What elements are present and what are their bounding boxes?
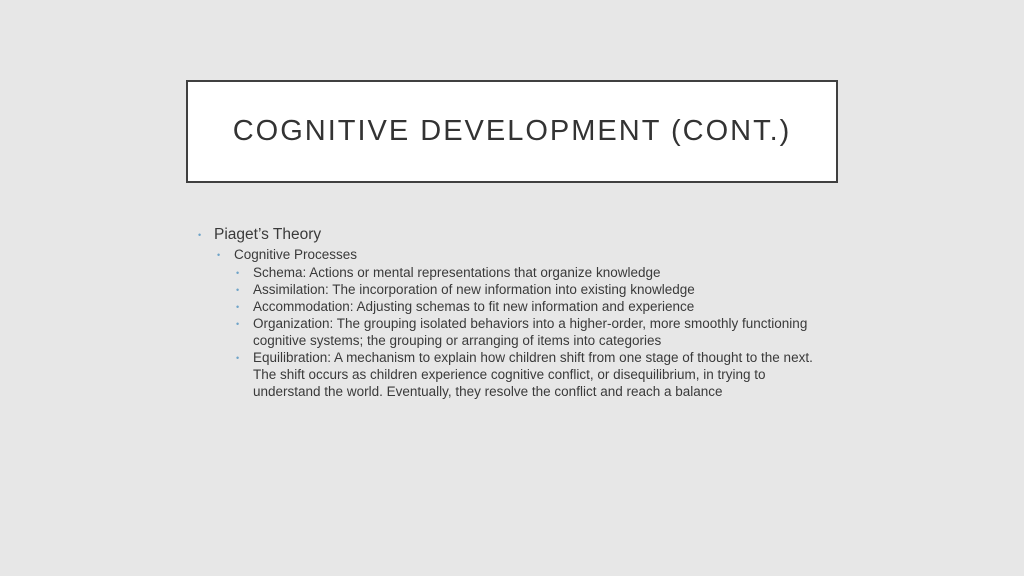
bullet-equilibration-text: Equilibration: A mechanism to explain how children shift from one stage of thought to the next. The shift occurs as children experience cognitive conflict, or disequilibrium, in trying to understand the world. Eventually, they resolve the conflict and reach a balance: [253, 350, 813, 399]
bullet-accommodation: [196, 298, 836, 315]
bullet-icon: •: [198, 230, 202, 240]
bullet-icon: •: [236, 302, 240, 312]
slide-title: COGNITIVE DEVELOPMENT (CONT.): [232, 115, 792, 147]
bullet-equilibration: [196, 349, 836, 400]
bullet-level1-text: Piaget’s Theory: [214, 226, 322, 243]
bullet-icon: •: [217, 250, 221, 260]
bullet-level2-item: [196, 246, 836, 264]
title-box: [186, 80, 838, 183]
bullet-list: [196, 224, 836, 400]
bullet-organization: [196, 315, 836, 349]
slide-body: [196, 224, 836, 400]
bullet-level1-item: [196, 224, 836, 246]
bullet-icon: •: [236, 319, 240, 329]
bullet-icon: •: [236, 353, 240, 363]
bullet-schema-text: Schema: Actions or mental representations that organize knowledge: [253, 265, 661, 280]
bullet-assimilation: [196, 281, 836, 298]
bullet-schema: [196, 264, 836, 281]
bullet-organization-text: Organization: The grouping isolated behaviors into a higher-order, more smoothly functioning cognitive systems; the grouping or arranging of items into categories: [253, 316, 808, 348]
bullet-icon: •: [236, 268, 240, 278]
bullet-assimilation-text: Assimilation: The incorporation of new information into existing knowledge: [253, 282, 695, 297]
bullet-level2-text: Cognitive Processes: [234, 247, 358, 262]
bullet-accommodation-text: Accommodation: Adjusting schemas to fit new information and experience: [253, 299, 695, 314]
bullet-icon: •: [236, 285, 240, 295]
